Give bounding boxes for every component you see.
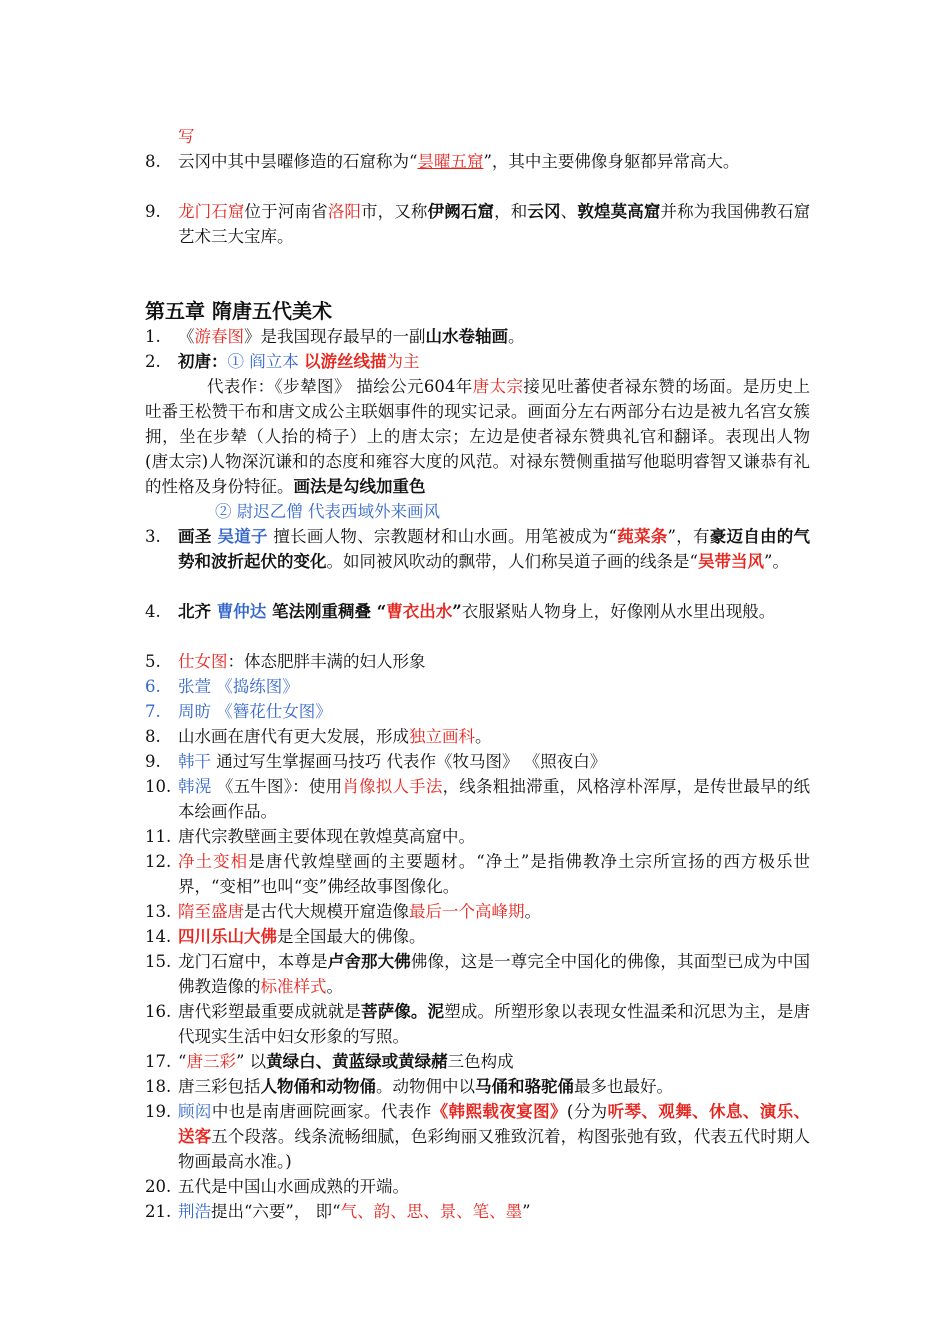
list-item: 10. 韩滉 《五牛图》：使用肖像拟人手法，线条粗拙滞重，风格淳朴浑厚，是传世最早的纸本绘画作品。 xyxy=(145,777,810,821)
list-item: 19. 顾闳中也是南唐画院画家。代表作《韩熙载夜宴图》(分为听琴、观舞、休息、演乐、送客五个段落。线条流畅细腻，色彩绚丽又雅致沉着，构图张弛有致，代表五代时期人物画最高水准。) xyxy=(145,1102,811,1171)
list-item: 20. 五代是中国山水画成熟的开端。 xyxy=(145,1177,409,1196)
list-item: 9. 韩干 通过写生掌握画马技巧 代表作《牧马图》 《照夜白》 xyxy=(145,752,607,771)
list-item: 13. 隋至盛唐是古代大规模开窟造像最后一个高峰期。 xyxy=(145,902,541,921)
list-item: 8. 山水画在唐代有更大发展，形成独立画科。 xyxy=(145,727,492,746)
item2-sub: ② 尉迟乙僧 代表西域外来画风 xyxy=(215,502,440,521)
list-item: 5. 仕女图：体态肥胖丰满的妇人形象 xyxy=(145,652,426,671)
list-item: 15. 龙门石窟中，本尊是卢舍那大佛佛像，这是一尊完全中国化的佛像，其面型已成为中国佛教造像的标准样式。 xyxy=(145,952,811,996)
list-item: 7. 周昉 《簪花仕女图》 xyxy=(145,702,332,721)
list-item: 11. 唐代宗教壁画主要体现在敦煌莫高窟中。 xyxy=(145,827,475,846)
list-item: 3. 画圣 吴道子 擅长画人物、宗教题材和山水画。用笔被成为“莼菜条”，有豪迈自由的气势和波折起伏的变化。如同被风吹动的飘带，人们称吴道子画的线条是“吴带当风”。 xyxy=(145,527,811,571)
list-item: 9. 龙门石窟位于河南省洛阳市，又称伊阙石窟，和云冈、敦煌莫高窟并称为我国佛教石窟艺术三大宝库。 xyxy=(145,202,811,246)
list-item: 18. 唐三彩包括人物俑和动物俑。动物佣中以马俑和骆驼俑最多也最好。 xyxy=(145,1077,673,1096)
item2-paragraph: 代表作：《步辇图》 描绘公元604年唐太宗接见吐蕃使者禄东赞的场面。是历史上吐番王松赞干布和唐文成公主联姻事件的现实记录。画面分左右两部分右边是被九名宫女簇拥，坐在步辇（人抬的椅子）上的唐太宗；左边是使者禄东赞典礼官和翻译。表现出人物(唐太宗)人物深沉谦和的态度和雍容大度的风范。对禄东赞侧重描写他聪明睿智又谦恭有礼的性格及身份特征。画法是勾线加重色 xyxy=(145,377,811,496)
chapter-title: 第五章 隋唐五代美术 xyxy=(145,299,332,323)
list-item: 1. 《游春图》是我国现存最早的一副山水卷轴画。 xyxy=(145,327,525,346)
list-item: 12. 净土变相是唐代敦煌壁画的主要题材。“净土”是指佛教净土宗所宣扬的西方极乐世界，“变相”也叫“变”佛经故事图像化。 xyxy=(145,852,811,896)
list-item: 2. 初唐：① 阎立本 以游丝线描为主 xyxy=(145,352,420,371)
list-item: 4. 北齐 曹仲达 笔法刚重稠叠 “曹衣出水”衣服紧贴人物身上，好像刚从水里出现般。 xyxy=(145,602,776,621)
top-fragment: 写 xyxy=(178,127,195,146)
list-item: 17. “唐三彩” 以黄绿白、黄蓝绿或黄绿赭三色构成 xyxy=(145,1052,514,1071)
list-item: 21. 荆浩提出“六要”， 即“气、韵、思、景、笔、墨” xyxy=(145,1202,531,1221)
list-item: 6. 张萱 《捣练图》 xyxy=(145,677,299,696)
list-item: 16. 唐代彩塑最重要成就就是菩萨像。泥塑成。所塑形象以表现女性温柔和沉思为主，是唐代现实生活中妇女形象的写照。 xyxy=(145,1002,811,1046)
list-item: 14. 四川乐山大佛是全国最大的佛像。 xyxy=(145,927,426,946)
list-item: 8. 云冈中其中昙曜修造的石窟称为“昙曜五窟”，其中主要佛像身躯都异常高大。 xyxy=(145,152,740,171)
